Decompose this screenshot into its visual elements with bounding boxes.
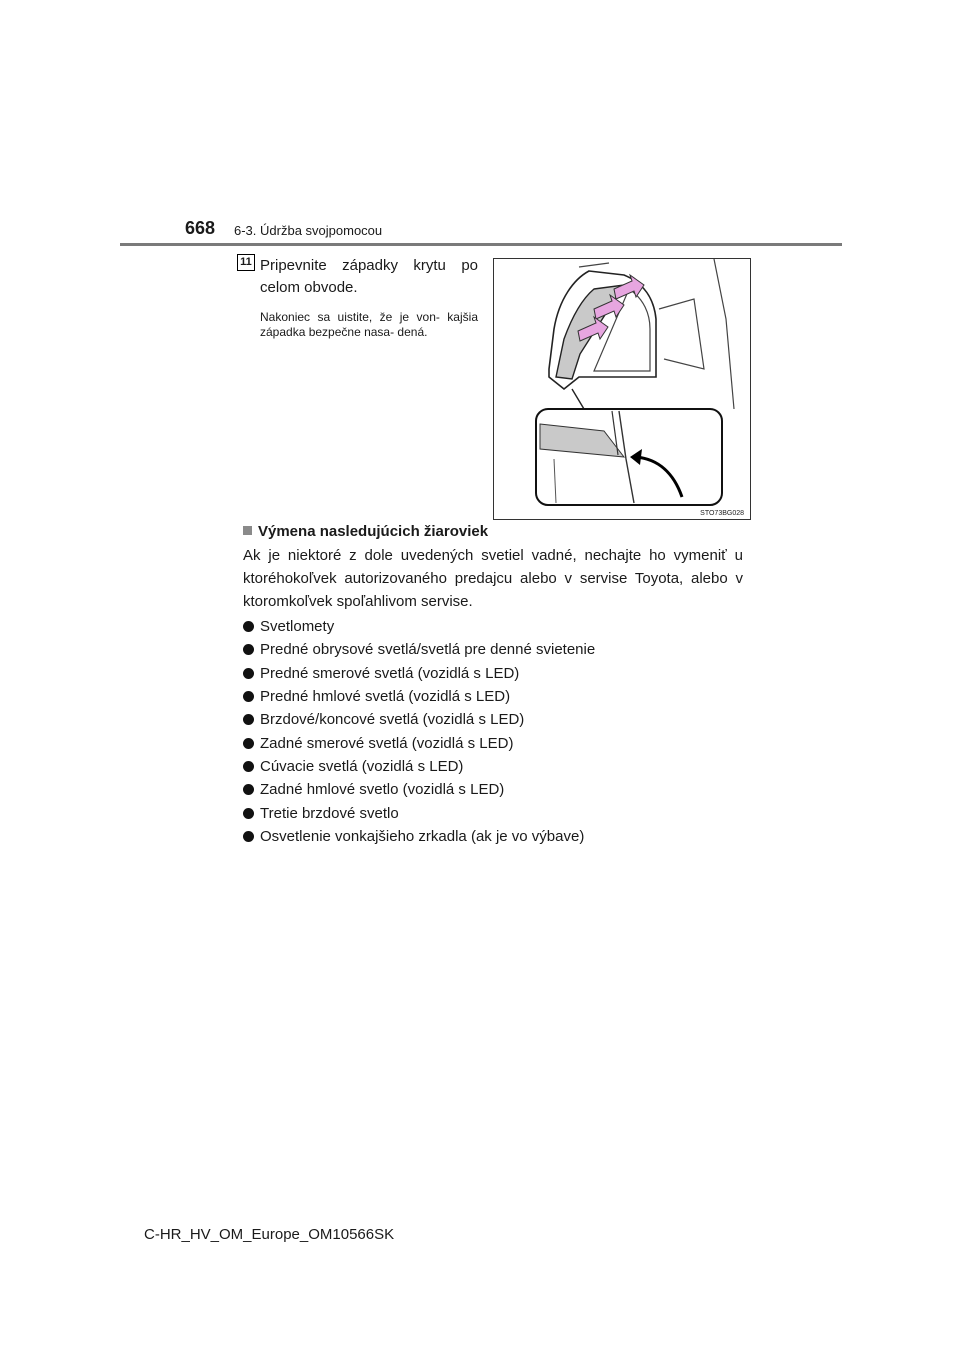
list-item-text: Brzdové/koncové svetlá (vozidlá s LED) [260,711,525,729]
list-item [243,615,595,638]
list-item-text: Cúvacie svetlá (vozidlá s LED) [260,757,464,775]
top-line [579,263,609,267]
door-frame [659,299,704,369]
list-item-text: Zadné smerové svetlá (vozidlá s LED) [260,734,514,752]
list-item-text: Zadné hmlové svetlo (vozidlá s LED) [260,781,505,799]
callout-line [572,389,599,409]
list-item [243,755,595,778]
list-item-text: Predné obrysové svetlá/svetlá pre denné svietenie [260,641,596,659]
section-title: 6-3. Údržba svojpomocou [234,223,383,238]
bullet-icon [243,784,254,795]
bullet-icon [243,761,254,772]
bullet-icon [243,691,254,702]
heading-square-icon [243,526,252,535]
step-note: Nakoniec sa uistite, že je von- kajšia západka bezpečne nasa- dená. [260,310,478,339]
header-rule [120,243,842,246]
door-edge [714,259,734,409]
list-item-text: Predné smerové svetlá (vozidlá s LED) [260,664,520,682]
section-heading [243,523,488,540]
list-item-text: Predné hmlové svetlá (vozidlá s LED) [260,688,511,706]
list-item [243,685,595,708]
bullet-icon [243,644,254,655]
bullet-icon [243,668,254,679]
list-item-text: Svetlomety [260,618,335,636]
page-number: 668 [185,218,216,238]
mirror-drawing [494,259,750,519]
bullet-icon [243,808,254,819]
list-item [243,825,595,848]
section-heading-text: Výmena nasledujúcich žiaroviek [258,523,489,540]
list-item [243,731,595,754]
step-instruction: Pripevnite západky krytu po celom obvode. [260,257,478,296]
list-item-text: Tretie brzdové svetlo [260,804,399,822]
list-item [243,708,595,731]
list-item [243,638,595,661]
figure-code: STO73BG028 [700,510,744,517]
bullet-icon [243,621,254,632]
list-item [243,778,595,801]
list-item-text: Osvetlenie vonkajšieho zrkadla (ak je vo výbave) [260,827,585,845]
bullet-icon [243,831,254,842]
bullet-icon [243,738,254,749]
footer-doc-id: C-HR_HV_OM_Europe_OM10566SK [144,1226,395,1243]
list-item [243,662,595,685]
bulb-list [243,615,595,848]
section-paragraph: Ak je niektoré z dole uvedených svetiel vadné, nechajte ho vymeniť u ktoréhokoľvek autorizovaného predajcu alebo v servise Toyota, alebo v ktoromkoľvek spoľahlivom servise. [243,547,743,610]
list-item [243,801,595,824]
mirror-illustration [493,258,751,520]
bullet-icon [243,714,254,725]
detail-inset [536,409,722,505]
step-badge: 11 [237,254,255,271]
